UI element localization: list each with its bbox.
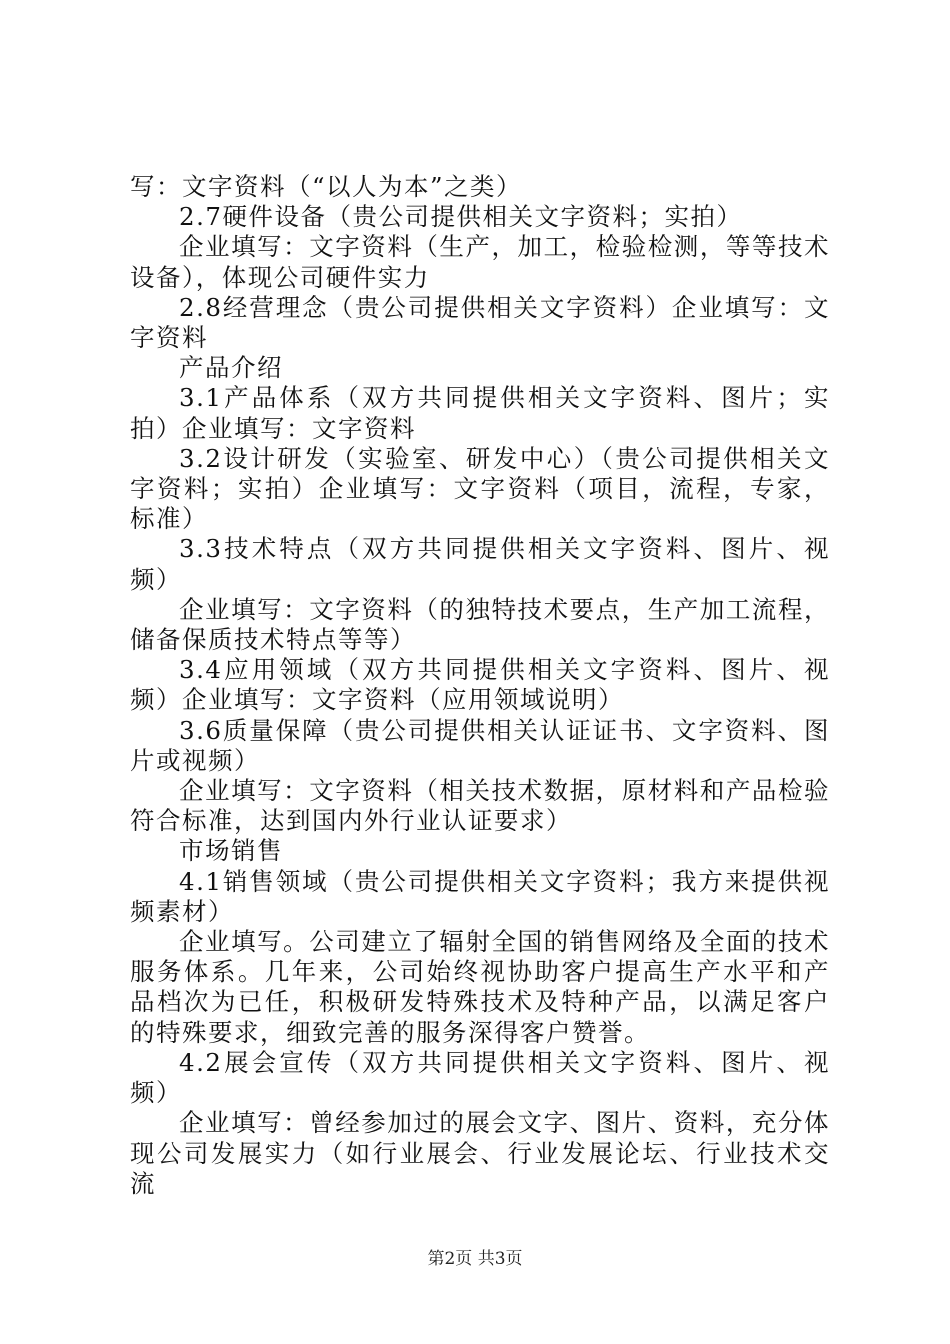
- paragraph: 3.3技术特点（双方共同提供相关文字资料、图片、视频）: [130, 534, 830, 594]
- paragraph: 企业填写：文字资料（的独特技术要点，生产加工流程，储备保质技术特点等等）: [130, 594, 830, 655]
- paragraph: 3.2设计研发（实验室、研发中心）（贵公司提供相关文字资料；实拍）企业填写：文字资料（项目，流程，专家，标准）: [130, 443, 830, 534]
- paragraph: 写：文字资料（“以人为本”之类）: [130, 172, 523, 201]
- paragraph: 2.8经营理念（贵公司提供相关文字资料）企业填写：文字资料: [130, 292, 830, 353]
- paragraph: 企业填写：曾经参加过的展会文字、图片、资料，充分体现公司发展实力（如行业展会、行业发展论坛、行业技术交流: [130, 1108, 830, 1198]
- document-body: [130, 172, 830, 1199]
- paragraph: 4.2展会宣传（双方共同提供相关文字资料、图片、视频）: [130, 1047, 830, 1108]
- paragraph: 2.7硬件设备（贵公司提供相关文字资料；实拍）: [179, 202, 743, 232]
- paragraph: 3.4应用领域（双方共同提供相关文字资料、图片、视频）企业填写：文字资料（应用领域说明）: [130, 655, 830, 715]
- paragraph: 企业填写：文字资料（相关技术数据，原材料和产品检验符合标准，达到国内外行业认证要求）: [130, 776, 830, 836]
- paragraph: 企业填写。公司建立了辐射全国的销售网络及全面的技术服务体系。几年来，公司始终视协助客户提高生产水平和产品档次为已任，积极研发特殊技术及特种产品，以满足客户的特殊要求，细致完善的服务深得客户赞誉。: [130, 927, 830, 1047]
- page-number: 第2页 共3页: [427, 1249, 523, 1269]
- paragraph: 3.6质量保障（贵公司提供相关认证证书、文字资料、图片或视频）: [130, 715, 830, 775]
- paragraph: 4.1销售领域（贵公司提供相关文字资料；我方来提供视频素材）: [130, 866, 830, 926]
- paragraph: 3.1产品体系（双方共同提供相关文字资料、图片；实拍）企业填写：文字资料: [130, 383, 830, 443]
- section-heading: 市场销售: [179, 836, 283, 866]
- paragraph: 企业填写：文字资料（生产，加工，检验检测，等等技术设备），体现公司硬件实力: [130, 232, 830, 292]
- section-heading: 产品介绍: [179, 353, 283, 383]
